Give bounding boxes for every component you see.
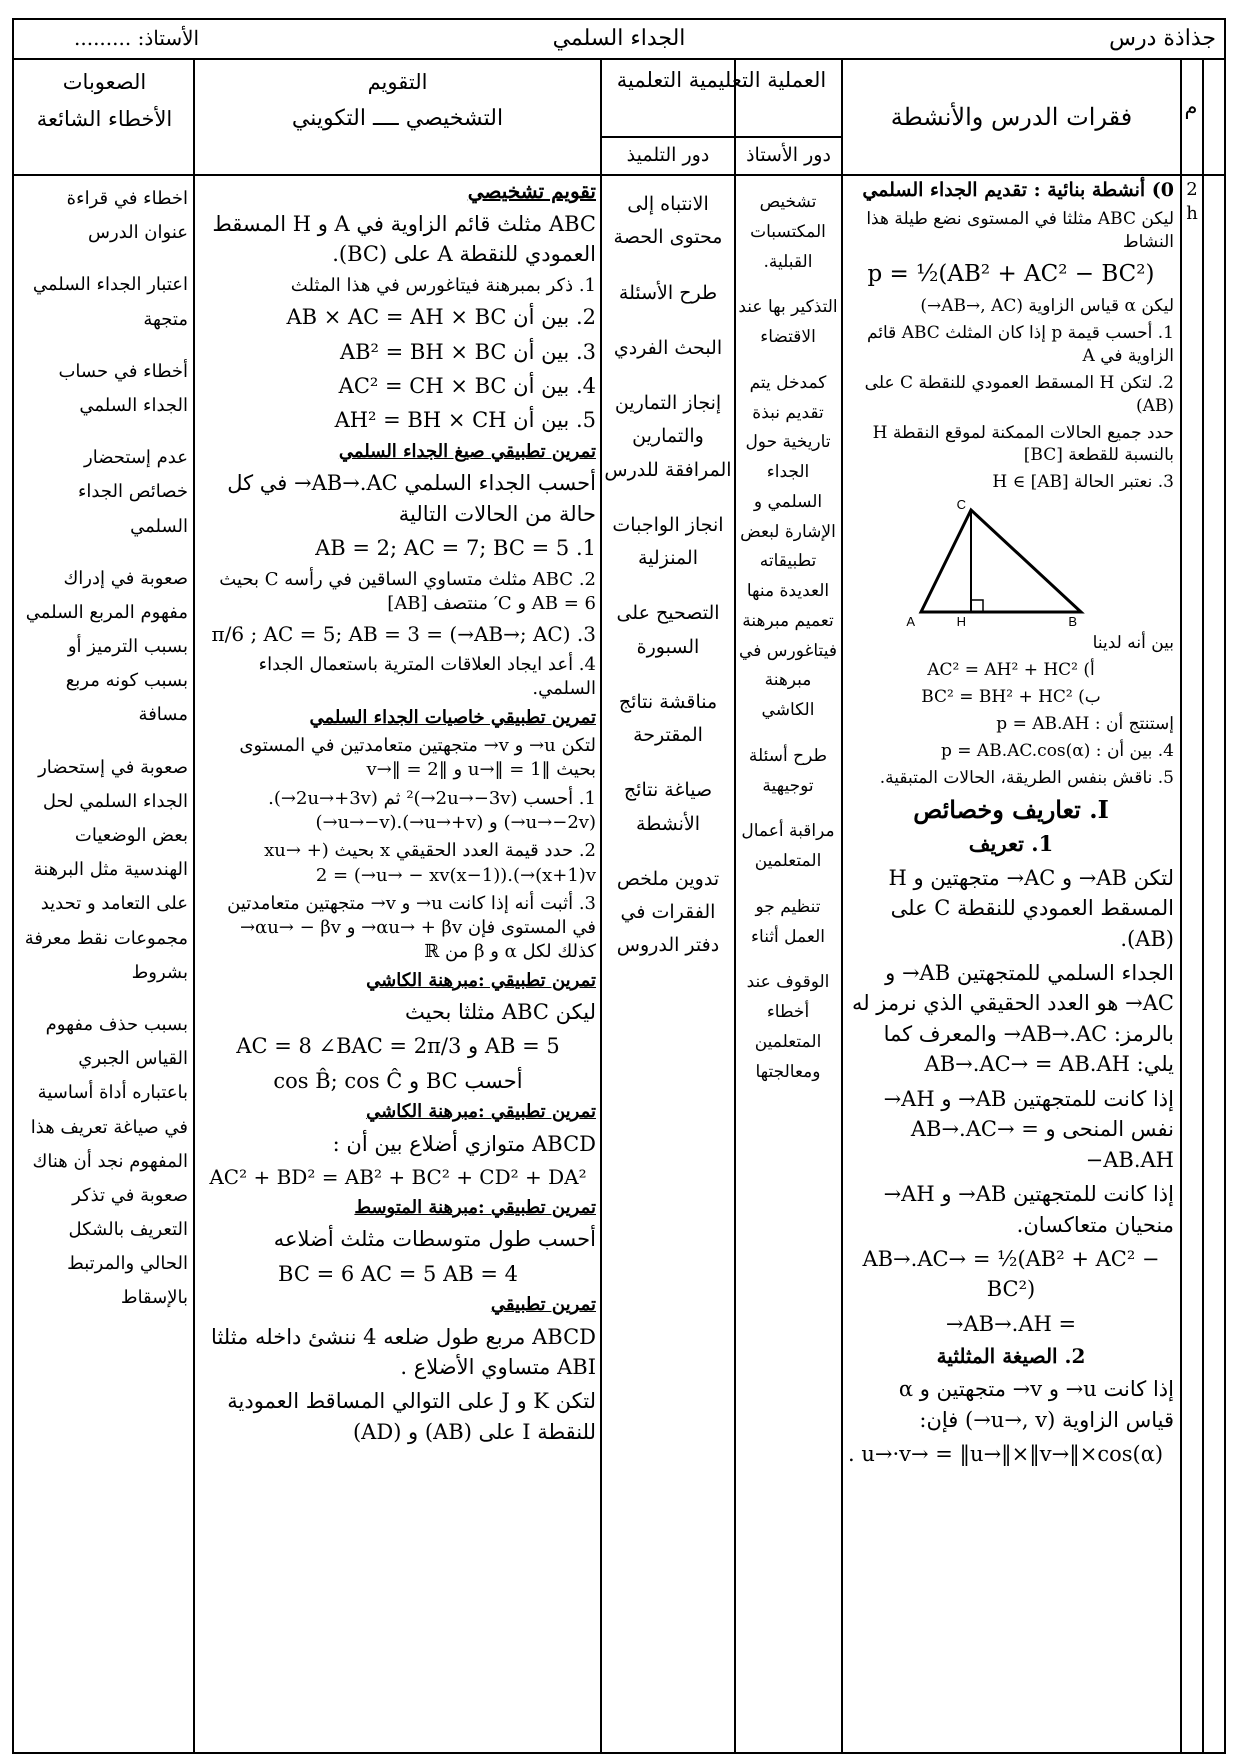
section-trig: 2. الصيغة المثلثية (936, 1344, 1086, 1369)
lesson-sheet (12, 18, 1226, 1754)
divider (1180, 60, 1182, 1752)
student-role-column (604, 188, 732, 985)
difficulty-item: صعوبة في إستحضار الجداء السلمي لحل بعض الوضعيات الهندسية مثل البرهنة على التعامد و تحديد مجموعات نقط معرفة بشروط (24, 756, 188, 983)
activity-formula: p = ½(AB² + AC² − BC²) (867, 260, 1155, 287)
activity-show: بين أنه لدينا (1092, 633, 1174, 654)
definition-5: AB→.AC→ = ½(AB² + AC² − BC²) (862, 1246, 1160, 1302)
diag-q2: 2. بين أن AB × AC = AH × BC (286, 305, 596, 330)
col-diff-sub: الأخطاء الشائعة (36, 107, 173, 131)
ex2-title: تمرين تطبيقي خاصيات الجداء السلمي (309, 706, 596, 728)
diag-intro: ABC مثلث قائم الزاوية في A و H المسقط العمودي للنقطة A على (BC). (212, 212, 596, 267)
activity-q2: 2. لتكن H المسقط العمودي للنقطة C على (AB) (864, 372, 1174, 416)
col-teacher-role: دور الأستاذ (746, 144, 831, 166)
divider (600, 60, 602, 1752)
teacher-role-item: تنظيم جو العمل أثناء (751, 896, 825, 947)
activity-b: ب) BC² = BH² + HC² (921, 687, 1101, 708)
lesson-title: الجداء السلمي (552, 26, 686, 51)
definition-3: إذا كانت للمتجهتين AB→ و AH→ نفس المنحى و AB→.AC→ = −AB.AH (883, 1086, 1174, 1172)
diag-q4: 4. بين أن AC² = CH × BC (338, 374, 596, 399)
ex1-q4: 4. أعد ايجاد العلاقات المترية باستعمال الجداء السلمي. (258, 654, 596, 700)
sheet-header (14, 20, 1224, 60)
diag-q5: 5. بين أن AH² = BH × CH (334, 408, 596, 433)
ex1-q3: 3. (AB→; AC→) = π/6 ; AC = 5; AB = 3 (211, 622, 596, 647)
col-student-role: دور التلميذ (626, 144, 710, 166)
ex2-q2: 2. حدد قيمة العدد الحقيقي x بحيث (xu→ + (x+1)v→).((x−1)u→ − xv→) = 2 (264, 840, 596, 886)
divider (1202, 60, 1204, 1752)
activity-q2b: حدد جميع الحالات الممكنة لموقع النقطة H بالنسبة للقطعة [BC] (872, 422, 1174, 466)
teacher-role-column (738, 188, 838, 1103)
activity-q5: 5. ناقش بنفس الطريقة، الحالات المتبقية. (879, 768, 1174, 789)
student-role-item: التصحيح على السبورة (616, 602, 720, 658)
sheet-type: جذاذة درس (1109, 26, 1216, 51)
divider (841, 60, 843, 1752)
vertex-h: H (956, 614, 966, 630)
student-role-item: البحث الفردي (613, 336, 723, 359)
diag-title: تقويم تشخيصي (467, 179, 596, 203)
activity-angle: ليكن α قياس الزاوية (AB→, AC→) (920, 295, 1174, 316)
row-number: 2 h (1186, 179, 1198, 225)
ex3-title: تمرين تطبيقي :مبرهنة الكاشي (366, 969, 596, 991)
vertex-a: A (906, 614, 915, 630)
teacher-role-item: مراقبة أعمال المتعلمين (741, 821, 835, 871)
difficulty-item: أخطاء في حساب الجداء السلمي (58, 360, 188, 416)
teacher-role-item: التذكير بها عند الاقتضاء (738, 297, 838, 347)
section-definitions: I. تعاريف وخصائص (913, 794, 1109, 824)
ex3-text: ليكن ABC مثلثا بحيث (404, 999, 596, 1024)
difficulty-item: صعوبة في إدراك مفهوم المربع السلمي بسبب الترميز أو بسبب كونه مربع مسافة (25, 567, 188, 726)
definition-6: = AB→.AH→ (945, 1311, 1077, 1336)
student-role-item: انجاز الواجبات المنزلية (612, 513, 724, 569)
difficulty-item: عدم إستحضار خصائص الجداء السلمي (77, 447, 188, 537)
student-role-item: الانتباه إلى محتوى الحصة (613, 193, 723, 249)
teacher-role-item: كمدخل يتم تقديم نبذة تاريخية حول الجداء السلمي و الإشارة لبعض تطبيقاته العديدة منها تعميم مبرهنة فيتاغورس في مبرهنة الكاشي (739, 372, 837, 720)
definition-2: الجداء السلمي للمتجهتين AB→ و AC→ هو العدد الحقيقي الذي نرمز له بالرمز: AB→.AC→ والمعرف كما يلي: AB→.AC→ = AB.AH (851, 961, 1174, 1077)
difficulty-item: بسبب حذف مفهوم القياس الجبري باعتباره أداة أساسية في صياغة تعريف هذا المفهوم نجد أن هناك صعوبة في تذكر التعريف بالشكل الحالي والمرتبط بالإسقاط (30, 1013, 188, 1309)
student-role-item: طرح الأسئلة (618, 281, 718, 304)
col-paragraphs: فقرات الدرس والأنشطة (890, 103, 1133, 131)
ex1-text: أحسب الجداء السلمي AB→.AC→ في كل حالة من الحالات التالية (227, 471, 596, 526)
teacher-role-item: تشخيص المكتسبات القبلية. (750, 192, 826, 272)
ex6-title: تمرين تطبيقي (490, 1294, 596, 1316)
diag-q3: 3. بين أن AB² = BH × BC (339, 339, 596, 364)
vertex-b: B (1068, 614, 1077, 630)
section-definition: 1. تعريف (968, 831, 1054, 857)
teacher-field: الأستاذ: ......... (74, 26, 200, 50)
col-process: العملية التعليمية التعلمية (616, 68, 827, 92)
student-role-item: مناقشة نتائج المقترحة (618, 690, 718, 746)
activity-intro: ليكن ABC مثلثا في المستوى نضع طيلة هذا النشاط (866, 208, 1174, 252)
ex4-eq: AC² + BD² = AB² + BC² + CD² + DA² (209, 1165, 587, 1190)
difficulty-item: اعتبار الجداء السلمي متجهة (32, 274, 188, 330)
ex6-b: لتكن K و J على التوالي المساقط العمودية للنقطة I على (AB) و (AD) (227, 1389, 596, 1444)
ex3-data: AB = 5 و AC = 8 ∠BAC = 2π/3 (236, 1034, 560, 1059)
ex1-q1: 1. AB = 2; AC = 7; BC = 5 (315, 536, 596, 561)
student-role-item: صياغة نتائج الأنشطة (623, 779, 713, 835)
ex3-q: أحسب BC و cos B̂; cos Ĉ (273, 1068, 523, 1093)
ex4-text: ABCD متوازي أضلاع بين أن : (332, 1131, 596, 1156)
activity-title: 0) أنشطة بنائية : تقديم الجداء السلمي (862, 179, 1174, 201)
trig-2: . u→·v→ = ‖u→‖×‖v→‖×cos(α) (848, 1442, 1164, 1467)
divider (734, 60, 736, 1752)
col-eval-sub: التشخيصي ــــ التكويني (291, 106, 504, 131)
definition-1: لتكن AB→ و AC→ متجهتين و H المسقط العمودي للنقطة C على (AB). (888, 865, 1174, 951)
activity-deduce: إستنتج أن : p = AB.AH (996, 714, 1174, 735)
evaluation-column (200, 178, 596, 1451)
ex2-q3: 3. أثبت أنه إذا كانت u→ و v→ متجهتين متعامدتين في المستوى فإن αu→ + βv→ و αu→ − βv→ كذلك لكل α و β من ℝ (227, 892, 596, 963)
teacher-role-item: طرح أسئلة توجيهية (748, 745, 828, 796)
difficulty-item: اخطاء في قراءة عنوان الدرس (66, 188, 188, 244)
student-role-item: تدوين ملخص الفقرات في دفتر الدروس (616, 867, 720, 957)
vertex-c: C (956, 497, 966, 513)
col-eval-title: التقويم (367, 70, 428, 94)
trig-1: إذا كانت u→ و v→ متجهتين و α قياس الزاوية (u→, v→) فإن: (898, 1377, 1174, 1432)
teacher-role-item: الوقوف عند أخطاء المتعلمين ومعالجتها (746, 972, 830, 1082)
ex2-text: لتكن u→ و v→ متجهتين متعامدتين في المستوى بحيث ‖u→‖ = 1 و ‖v→‖ = 2 (239, 735, 596, 781)
ex2-q1: 1. أحسب (2u→−3v→)² ثم (2u→+3v→).(u→−2v→) و (u→+v→).(u→−v→) (268, 787, 596, 833)
diag-q1: 1. ذكر بمبرهنة فيتاغورس في هذا المثلث (290, 274, 596, 296)
student-role-item: إنجاز التمارين والتمارين المرافقة للدرس (604, 392, 732, 481)
difficulties-column (22, 182, 188, 1334)
activity-a: أ) AC² = AH² + HC² (927, 660, 1095, 681)
activity-q3: 3. نعتبر الحالة H ∈ [AB] (992, 472, 1174, 493)
ex5-title: تمرين تطبيقي :مبرهنة المتوسط (354, 1197, 596, 1219)
ex6-a: ABCD مربع طول ضلعه 4 ننشئ داخله مثلثا ABI متساوي الأضلاع . (211, 1324, 596, 1379)
col-diff-title: الصعوبات (62, 70, 147, 94)
activity-q1: 1. أحسب قيمة p إذا كان المثلث ABC قائم الزاوية في A (866, 322, 1174, 366)
ex5-data: BC = 6 AC = 5 AB = 4 (278, 1261, 518, 1286)
definition-4: إذا كانت للمتجهتين AB→ و AH→ منحيان متعاكسان. (883, 1182, 1174, 1237)
ex5-text: أحسب طول متوسطات مثلث أضلاعه (273, 1227, 596, 1252)
ex4-title: تمرين تطبيقي :مبرهنة الكاشي (366, 1101, 596, 1123)
activities-column (848, 178, 1174, 1474)
ex1-q2: 2. ABC مثلث متساوي الساقين في رأسه C بحيث AB = 6 و C′ منتصف [AB] (219, 568, 596, 614)
ex1-title: تمرين تطبيقي صيغ الجداء السلمي (338, 440, 596, 462)
divider (193, 60, 195, 1752)
triangle-figure (906, 497, 1111, 630)
activity-q4: 4. بين أن : p = AB.AC.cos(α) (940, 741, 1174, 762)
col-num: م (1184, 95, 1198, 119)
header-divider (14, 174, 1224, 176)
